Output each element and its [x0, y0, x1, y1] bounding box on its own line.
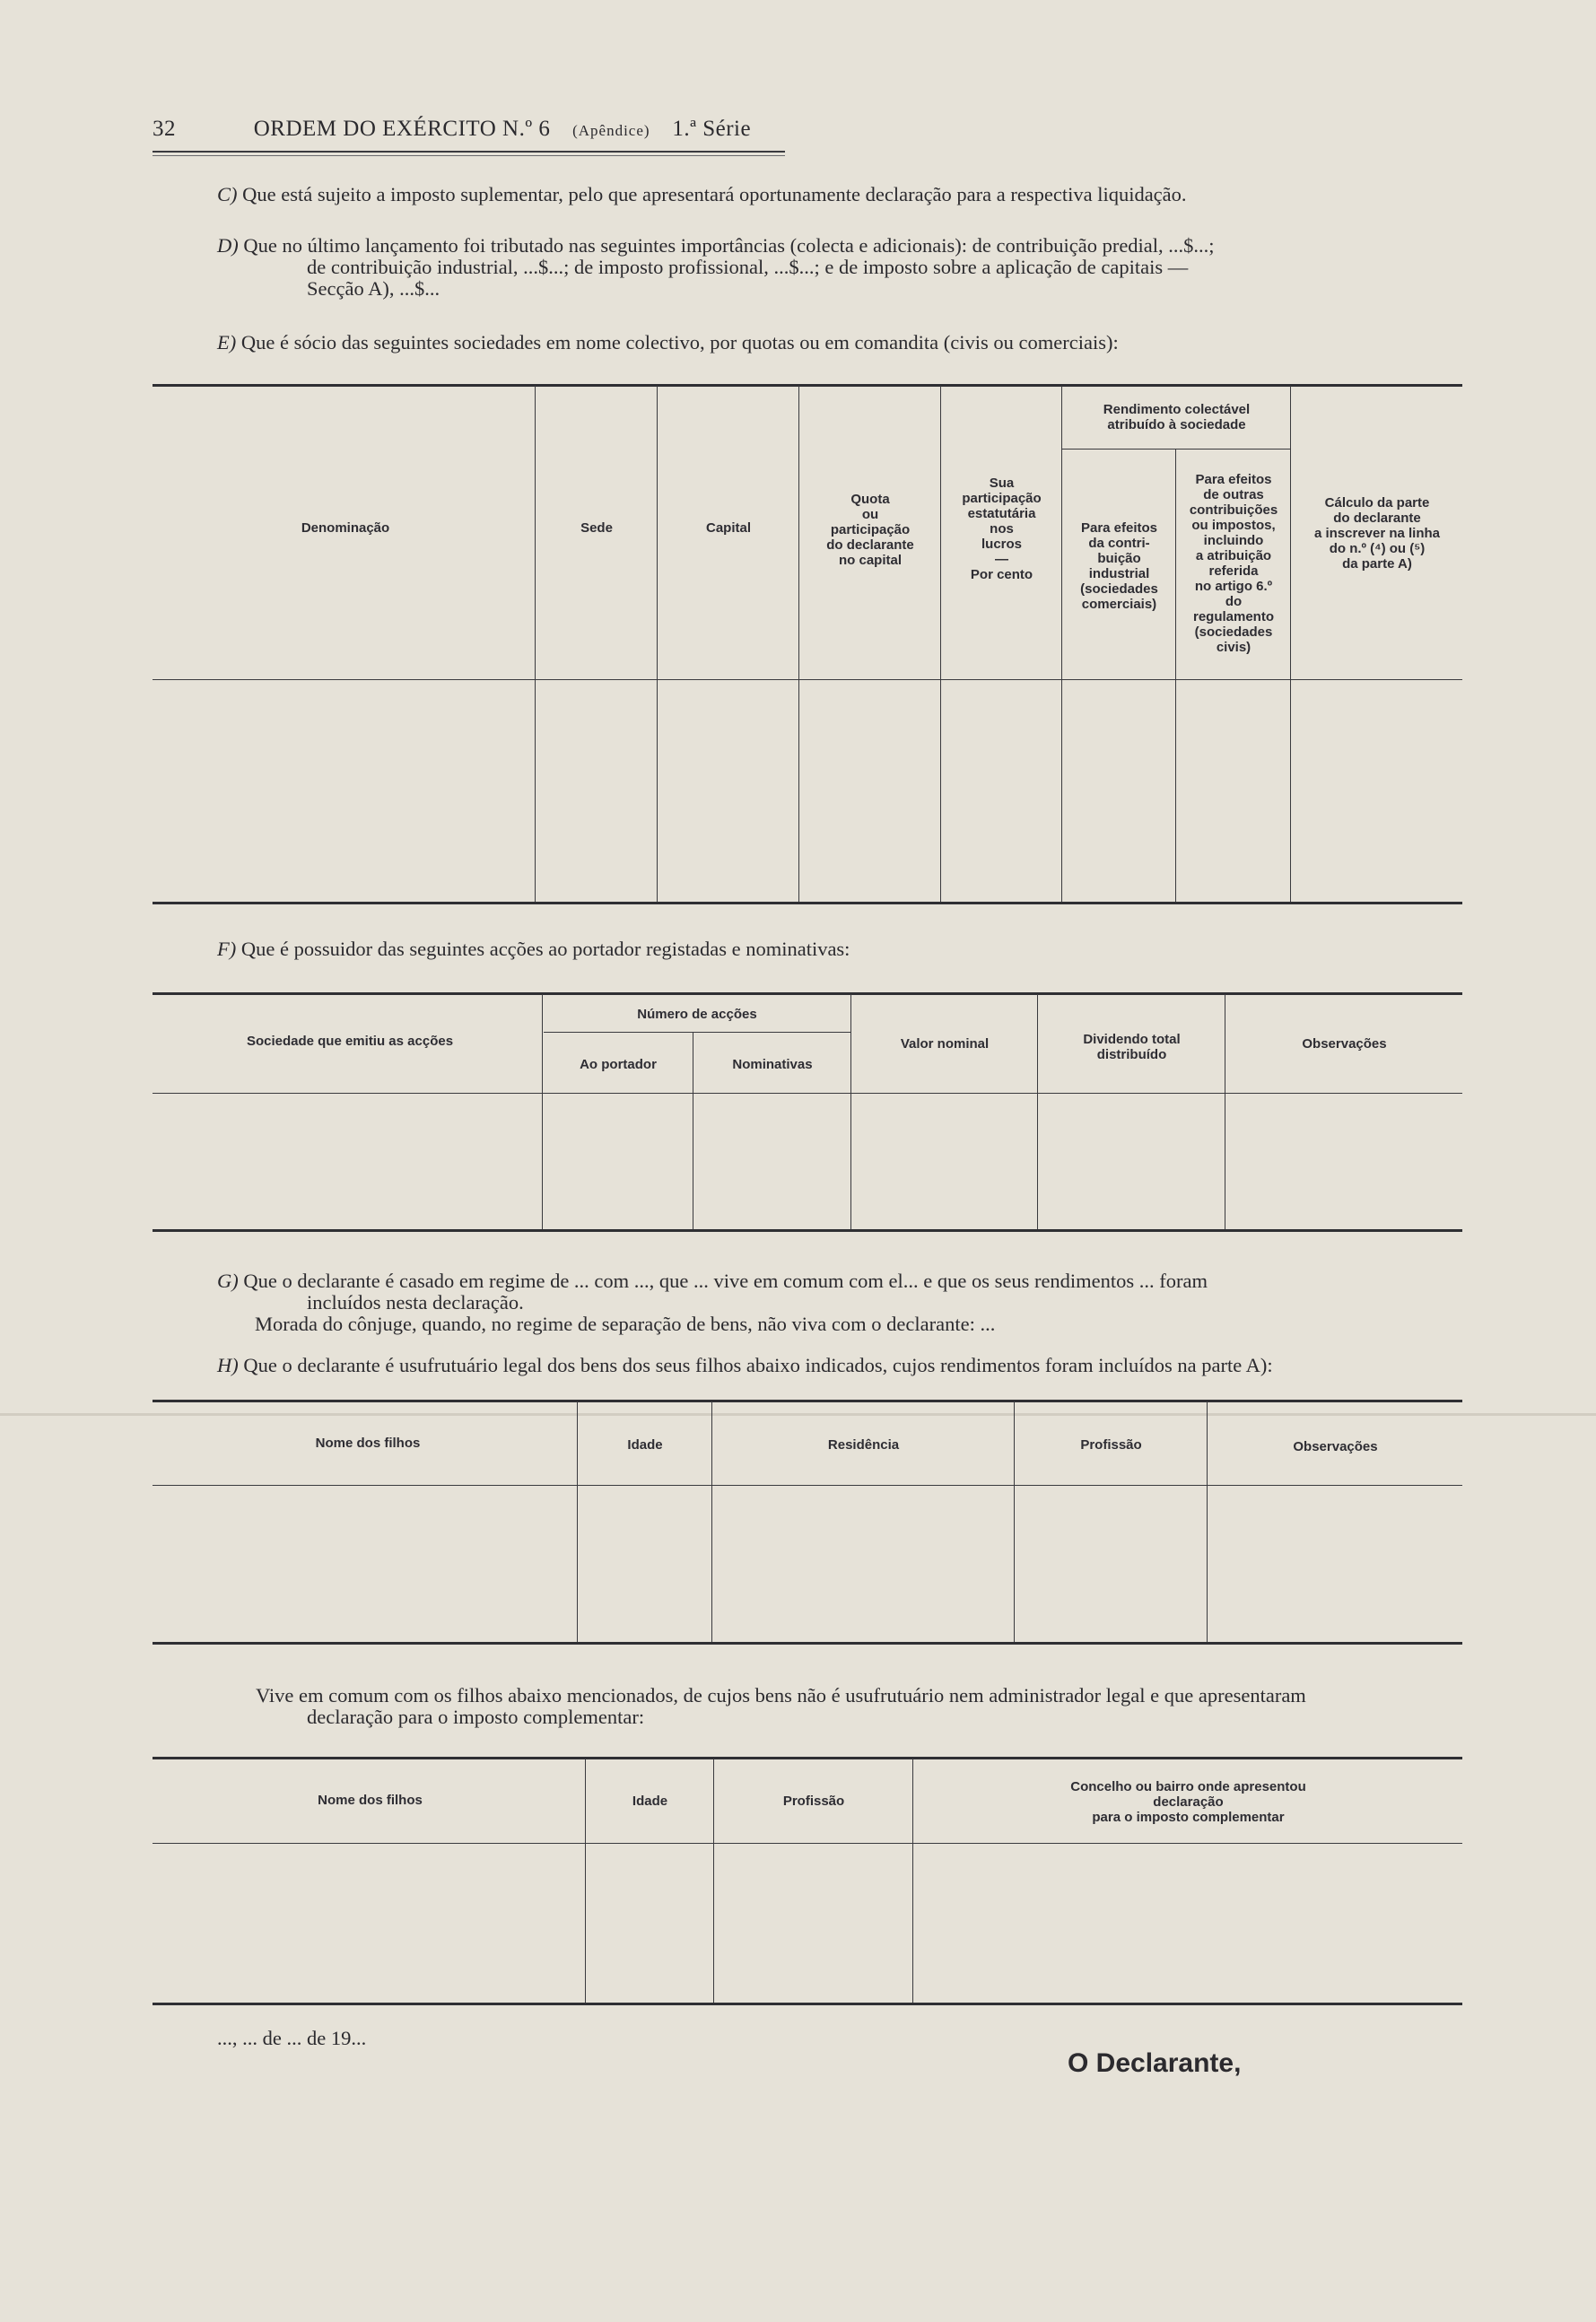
clause-d-line1: Que no último lançamento foi tributado nas seguintes importâncias (colecta e adicionais): de contribuição predial, ...$...;	[243, 234, 1215, 257]
table-e-col-divider	[535, 386, 536, 902]
clause-g-line3: Morada do cônjuge, quando, no regime de separação de bens, não viva com o declarante: ...	[255, 1313, 996, 1335]
table-e-col-divider	[798, 386, 799, 902]
col-vive-nome: Nome dos filhos	[318, 1793, 423, 1808]
col-rend-contribuicao: Para efeitos da contri- buição industrial (sociedades comerciais)	[1080, 520, 1158, 612]
table-e-col-divider	[1290, 386, 1291, 902]
clause-f-text: Que é possuidor das seguintes acções ao portador registadas e nominativas:	[240, 938, 850, 960]
clause-g-label: G)	[217, 1270, 239, 1292]
col-ao-portador: Ao portador	[580, 1057, 657, 1072]
table-f-col-divider	[850, 994, 851, 1229]
col-nominativas: Nominativas	[732, 1057, 813, 1072]
table-h-bottom-rule	[153, 1642, 1462, 1645]
clause-d	[217, 235, 1215, 300]
table-h-col-divider	[1207, 1401, 1208, 1642]
table-f-top-rule	[153, 992, 1462, 995]
table-f-bottom-rule	[153, 1229, 1462, 1232]
col-valor-nominal: Valor nominal	[900, 1036, 990, 1052]
col-rendimento-group: Rendimento colectável atribuído à sociedade	[1103, 402, 1251, 432]
table-vive-top-rule	[153, 1757, 1462, 1759]
col-dividendo: Dividendo total distribuído	[1083, 1032, 1181, 1062]
clause-d-line3: Secção A), ...$...	[307, 277, 440, 300]
col-idade: Idade	[627, 1437, 663, 1453]
clause-c-text: Que está sujeito a imposto suplementar, pelo que apresentará oportunamente declaração para a respectiva liquidação.	[242, 183, 1187, 205]
table-f-group-rule	[544, 1032, 850, 1033]
col-denominacao: Denominação	[301, 520, 390, 536]
clause-c-label: C)	[217, 183, 238, 205]
table-vive-col-divider	[585, 1759, 586, 2003]
col-vive-profissao: Profissão	[782, 1794, 845, 1809]
col-profissao: Profissão	[1080, 1437, 1142, 1453]
table-e-col-divider	[1175, 449, 1176, 902]
col-sede: Sede	[580, 520, 613, 536]
clause-e-text: Que é sócio das seguintes sociedades em nome colectivo, por quotas ou em comandita (civis ou comerciais):	[240, 331, 1119, 354]
table-f-col-divider	[542, 994, 543, 1229]
table-e-col-divider	[940, 386, 941, 902]
header-rule-secondary	[153, 155, 785, 156]
clause-h	[217, 1355, 1273, 1376]
header-rule	[153, 151, 785, 153]
table-h-col-divider	[577, 1401, 578, 1642]
page-number: 32	[153, 117, 176, 141]
col-observacoes-h: Observações	[1293, 1439, 1378, 1454]
col-observacoes-f: Observações	[1302, 1036, 1387, 1052]
clause-c	[217, 184, 1187, 205]
clause-h-text: Que o declarante é usufrutuário legal dos bens dos seus filhos abaixo indicados, cujos rendimentos foram incluídos na parte A):	[243, 1354, 1273, 1376]
col-quota: Quota ou participação do declarante no capital	[826, 492, 914, 568]
table-vive-header-rule	[153, 1843, 1462, 1844]
clause-e-label: E)	[217, 331, 237, 354]
col-calculo: Cálculo da parte do declarante a inscrever na linha do n.º (⁴) ou (⁵) da parte A)	[1313, 495, 1441, 572]
appendix-label: (Apêndice)	[572, 122, 650, 139]
series-label: 1.ª Série	[672, 117, 752, 141]
clause-vive-line2: declaração para o imposto complementar:	[307, 1706, 645, 1728]
table-f-col-divider	[1037, 994, 1038, 1229]
table-e-bottom-rule	[153, 902, 1462, 904]
table-h-col-divider	[1014, 1401, 1015, 1642]
paper-fold	[0, 1413, 1596, 1416]
date-line: ..., ... de ... de 19...	[217, 2027, 367, 2049]
col-vive-concelho: Concelho ou bairro onde apresentou declaração para o imposto complementar	[1070, 1779, 1306, 1825]
table-e-header-rule	[153, 679, 1462, 680]
table-e-top-rule	[153, 384, 1462, 387]
signature-label: O Declarante,	[1068, 2048, 1242, 2078]
clause-h-label: H)	[217, 1354, 239, 1376]
publication-title: ORDEM DO EXÉRCITO N.º 6	[253, 117, 551, 141]
col-sociedade: Sociedade que emitiu as acções	[246, 1034, 454, 1049]
table-vive-bottom-rule	[153, 2003, 1462, 2005]
clause-g	[217, 1270, 1208, 1335]
table-h-header-rule	[153, 1485, 1462, 1486]
clause-d-label: D)	[217, 234, 239, 257]
clause-d-line2: de contribuição industrial, ...$...; de imposto profissional, ...$...; e de imposto sobre a aplicação de capitais —	[307, 256, 1189, 278]
clause-vive	[256, 1685, 1306, 1728]
table-e-col-divider	[657, 386, 658, 902]
clause-e	[217, 332, 1119, 354]
clause-f	[217, 938, 850, 960]
table-h-top-rule	[153, 1400, 1462, 1402]
table-vive-col-divider	[713, 1759, 714, 2003]
col-nome-filhos: Nome dos filhos	[315, 1436, 421, 1451]
clause-g-line2: incluídos nesta declaração.	[307, 1291, 524, 1314]
clause-g-line1: Que o declarante é casado em regime de ... com ..., que ... vive em comum com el... e que os seus rendimentos ... foram	[243, 1270, 1208, 1292]
table-vive-col-divider	[912, 1759, 913, 2003]
table-f-header-rule	[153, 1093, 1462, 1094]
col-vive-idade: Idade	[632, 1794, 668, 1809]
table-e-col-divider	[1061, 386, 1062, 902]
col-sua-participacao: Sua participação estatutária nos lucros — Por cento	[962, 476, 1042, 582]
clause-f-label: F)	[217, 938, 237, 960]
clause-vive-line1: Vive em comum com os filhos abaixo mencionados, de cujos bens não é usufrutuário nem administrador legal e que apresentaram	[256, 1684, 1306, 1707]
col-rend-outras: Para efeitos de outras contribuições ou impostos, incluindo a atribuição referida no artigo 6.º do regulamento (sociedades civis)	[1189, 472, 1278, 655]
col-capital: Capital	[705, 520, 751, 536]
page-header	[153, 117, 767, 142]
col-residencia: Residência	[827, 1437, 900, 1453]
col-numero-group: Número de acções	[637, 1007, 757, 1022]
table-h-col-divider	[711, 1401, 712, 1642]
